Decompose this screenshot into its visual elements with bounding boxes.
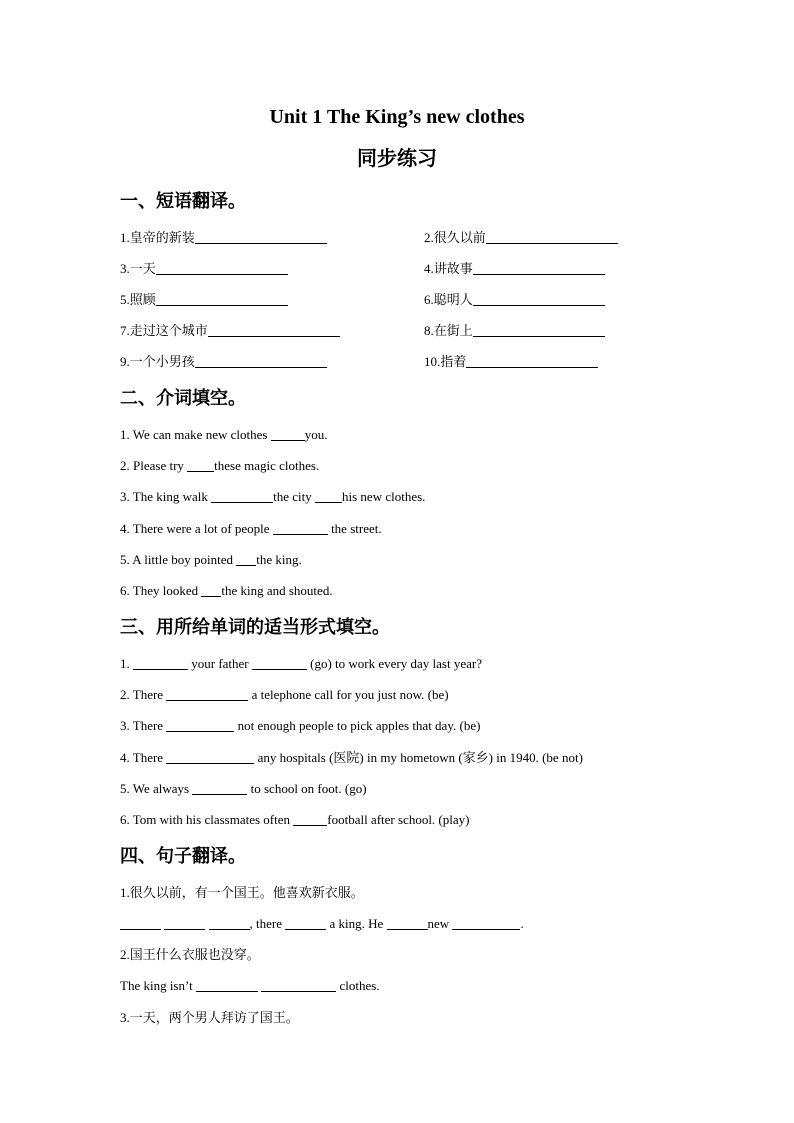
answer-blank[interactable]	[166, 749, 254, 764]
answer-blank[interactable]	[164, 915, 205, 930]
verb-form-item-5: 5. We always to school on foot. (go)	[120, 781, 367, 796]
answer-blank[interactable]	[196, 977, 258, 992]
answer-blank[interactable]	[156, 260, 288, 275]
answer-blank[interactable]	[192, 780, 247, 795]
verb-form-item-1: 1. your father (go) to work every day last year?	[120, 656, 482, 671]
answer-blank[interactable]	[133, 655, 188, 670]
phrase-item-4: 4.讲故事	[424, 260, 605, 278]
answer-blank[interactable]	[261, 977, 336, 992]
translation-question-3: 3.一天，两个男人拜访了国王。	[120, 1010, 299, 1025]
phrase-item-3: 3.一天	[120, 260, 288, 278]
phrase-item-1: 1.皇帝的新装	[120, 229, 327, 247]
answer-blank[interactable]	[209, 915, 250, 930]
phrase-item-10: 10.指着	[424, 353, 598, 371]
section-4-heading: 四、句子翻译。	[120, 846, 246, 866]
preposition-item-1: 1. We can make new clothes you.	[120, 427, 328, 442]
answer-blank[interactable]	[211, 488, 273, 503]
answer-blank[interactable]	[293, 811, 327, 826]
translation-answer-2: The king isn’t clothes.	[120, 978, 380, 993]
answer-blank[interactable]	[236, 551, 256, 566]
answer-blank[interactable]	[466, 353, 598, 368]
preposition-item-4: 4. There were a lot of people the street.	[120, 521, 382, 536]
answer-blank[interactable]	[285, 915, 326, 930]
answer-blank[interactable]	[315, 488, 342, 503]
translation-question-1: 1.很久以前，有一个国王。他喜欢新衣服。	[120, 885, 364, 900]
answer-blank[interactable]	[156, 291, 288, 306]
answer-blank[interactable]	[473, 260, 605, 275]
answer-blank[interactable]	[271, 426, 305, 441]
answer-blank[interactable]	[201, 582, 221, 597]
verb-form-item-2: 2. There a telephone call for you just now. (be)	[120, 687, 449, 702]
answer-blank[interactable]	[486, 229, 618, 244]
phrase-item-5: 5.照顾	[120, 291, 288, 309]
preposition-item-5: 5. A little boy pointed the king.	[120, 552, 302, 567]
verb-form-item-6: 6. Tom with his classmates often football after school. (play)	[120, 812, 470, 827]
answer-blank[interactable]	[120, 915, 161, 930]
page-subtitle: 同步练习	[357, 148, 437, 170]
section-1-heading: 一、短语翻译。	[120, 191, 246, 211]
answer-blank[interactable]	[195, 353, 327, 368]
answer-blank[interactable]	[473, 291, 605, 306]
phrase-item-7: 7.走过这个城市	[120, 322, 340, 340]
section-2-heading: 二、介词填空。	[120, 388, 246, 408]
answer-blank[interactable]	[166, 717, 234, 732]
verb-form-item-3: 3. There not enough people to pick apples that day. (be)	[120, 718, 481, 733]
answer-blank[interactable]	[252, 655, 307, 670]
preposition-item-3: 3. The king walk the city his new clothes.	[120, 489, 426, 504]
phrase-item-2: 2.很久以前	[424, 229, 618, 247]
answer-blank[interactable]	[208, 322, 340, 337]
answer-blank[interactable]	[387, 915, 428, 930]
answer-blank[interactable]	[452, 915, 520, 930]
phrase-item-9: 9.一个小男孩	[120, 353, 327, 371]
section-3-heading: 三、用所给单词的适当形式填空。	[120, 617, 390, 637]
answer-blank[interactable]	[473, 322, 605, 337]
verb-form-item-4: 4. There any hospitals (医院) in my hometown (家乡) in 1940. (be not)	[120, 750, 583, 765]
phrase-item-8: 8.在街上	[424, 322, 605, 340]
page-title: Unit 1 The King’s new clothes	[269, 106, 525, 128]
phrase-item-6: 6.聪明人	[424, 291, 605, 309]
answer-blank[interactable]	[273, 520, 328, 535]
answer-blank[interactable]	[195, 229, 327, 244]
preposition-item-6: 6. They looked the king and shouted.	[120, 583, 333, 598]
preposition-item-2: 2. Please try these magic clothes.	[120, 458, 320, 473]
translation-answer-1: , there a king. He new .	[120, 915, 524, 933]
answer-blank[interactable]	[166, 686, 248, 701]
translation-question-2: 2.国王什么衣服也没穿。	[120, 947, 260, 962]
answer-blank[interactable]	[187, 457, 214, 472]
